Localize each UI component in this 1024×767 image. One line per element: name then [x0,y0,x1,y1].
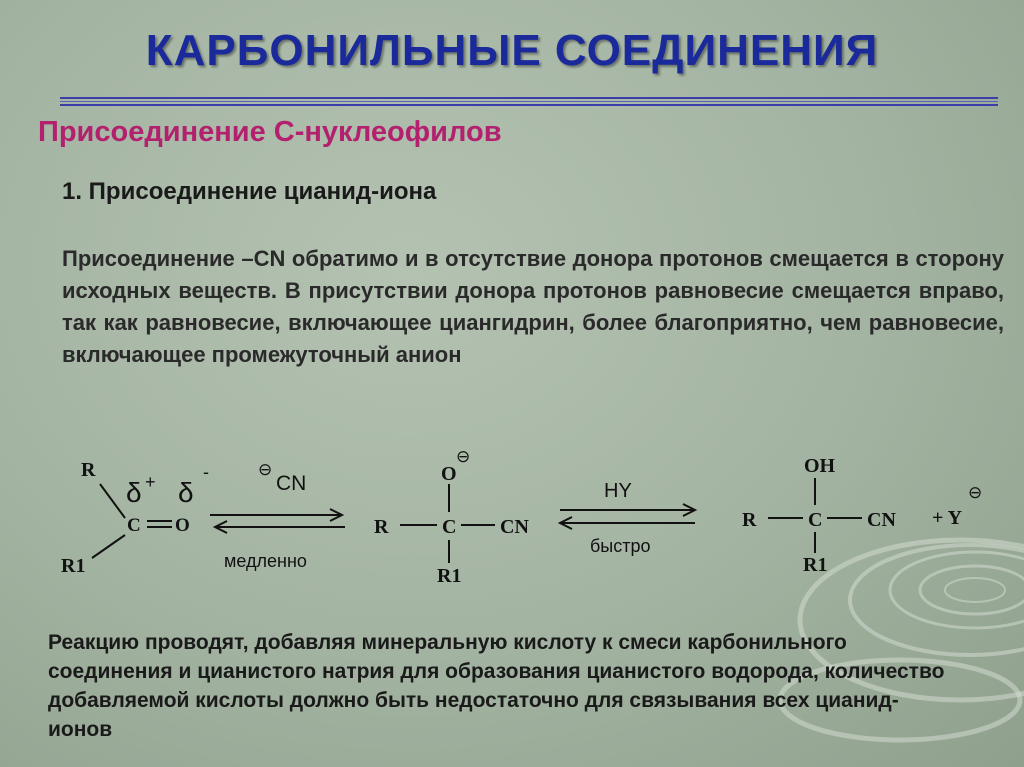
intermediate-oxygen: O [441,463,457,485]
intermediate-carbon: C [442,516,457,538]
delta-minus-symbol: δ [178,477,194,508]
arrow2-label: быстро [590,536,651,556]
product-charge-icon: ⊖ [968,483,983,502]
arrow1-label: медленно [224,551,307,571]
reactant-r: R [81,459,96,481]
product-r1: R1 [803,554,828,576]
arrow2-reagent: HY [604,480,632,502]
product-r: R [742,509,757,531]
body-paragraph: Присоединение –CN обратимо и в отсутствие донора протонов смещается в сторону исходных веществ. В присутствии донора протонов равновесие смещается вправо, так как равновесие, включающее циангидрин, более благоприятно, чем равновесие, включающее промежуточный анион [62,246,1004,367]
delta-plus-sign: + [145,472,156,492]
cyanide-charge-icon: ⊖ [258,460,273,479]
intermediate-r1: R1 [437,565,462,587]
intermediate-charge-icon: ⊖ [456,447,471,466]
cyanide-label: CN [276,472,307,495]
slide-subtitle: Присоединение С-нуклеофилов [38,116,502,148]
slide-title: КАРБОНИЛЬНЫЕ СОЕДИНЕНИЯ [145,26,879,75]
delta-minus-sign: - [203,462,209,482]
reactant-r1: R1 [61,555,86,577]
product-carbon: C [808,509,823,531]
intermediate-cn: CN [500,516,529,538]
procedure-note: Реакцию проводят, добавляя минеральную кислоту к смеси карбонильного соединения и цианистого натрия для образования цианистого водорода, количество добавляемой кислоты должно быть недостаточно для связывания всех цианид-ионов [48,631,945,741]
intermediate-r: R [374,516,389,538]
reactant-oxygen: O [175,515,190,536]
product-byproduct: + Y [932,507,963,529]
reactant-carbon: C [127,515,141,536]
product-cn: CN [867,509,896,531]
section-heading: 1. Присоединение цианид-иона [62,178,437,205]
delta-plus-symbol: δ [126,477,142,508]
product-oh: OH [804,455,836,477]
